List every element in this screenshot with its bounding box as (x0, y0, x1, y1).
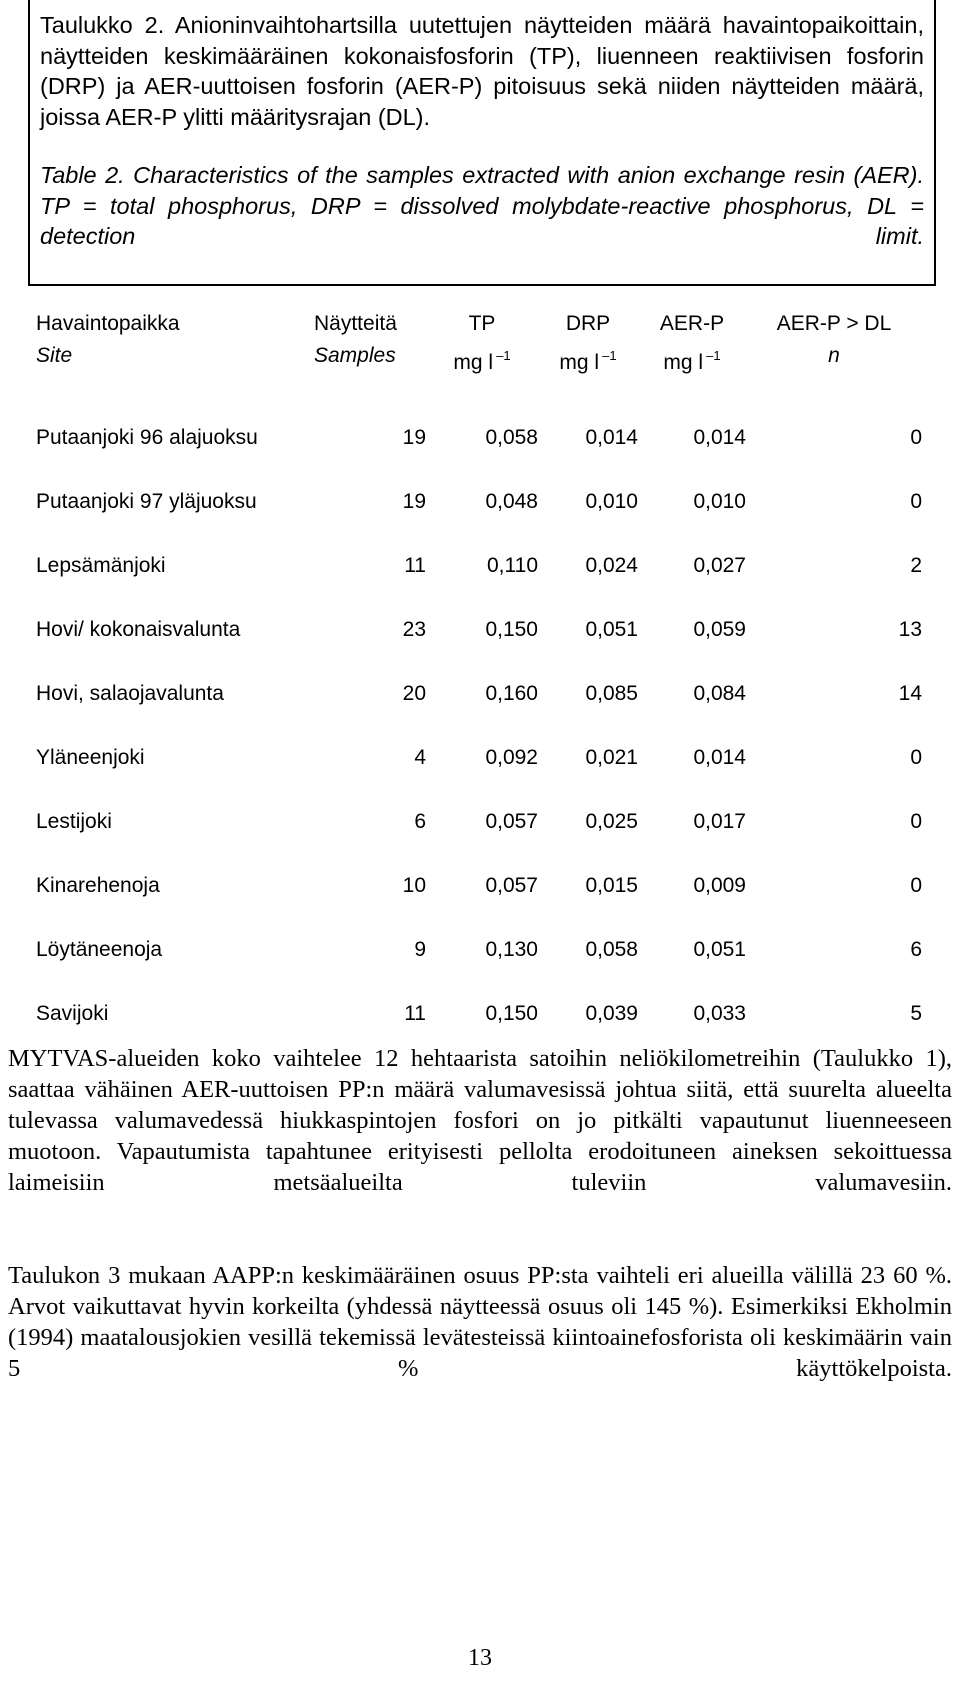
cell-n: 20 (402, 682, 426, 705)
header-aerp (638, 308, 746, 406)
cell-n: 4 (414, 746, 426, 769)
header-aerp-unit (638, 340, 746, 379)
cell-dl: 13 (898, 618, 922, 641)
unit-text: mg l (663, 351, 704, 374)
cell-drp: 0,021 (585, 746, 638, 769)
cell-aerp: 0,033 (693, 1002, 746, 1025)
cell-site: Putaanjoki 96 alajuoksu (36, 426, 258, 449)
cell-aerp: 0,017 (693, 810, 746, 833)
header-site (36, 308, 308, 406)
header-tp-label: TP (468, 312, 496, 335)
cell-drp: 0,039 (585, 1002, 638, 1025)
cell-aerp: 0,027 (693, 554, 746, 577)
header-samples-en: Samples (314, 344, 396, 367)
cell-aerp: 0,014 (693, 746, 746, 769)
header-dl-n: n (828, 344, 840, 367)
cell-n: 11 (404, 554, 426, 577)
header-site-en: Site (36, 344, 73, 367)
table-row (36, 534, 922, 598)
table-row (36, 662, 922, 726)
cell-dl: 2 (910, 554, 922, 577)
cell-n: 11 (404, 1002, 426, 1025)
header-tp-unit (426, 340, 538, 379)
cell-n: 10 (402, 874, 426, 897)
cell-tp: 0,110 (487, 554, 538, 577)
cell-dl: 0 (910, 810, 922, 833)
table-body (36, 406, 922, 1046)
table-row (36, 854, 922, 918)
cell-site: Savijoki (36, 1002, 109, 1025)
unit-text: mg l (559, 351, 600, 374)
unit-exponent: –1 (496, 348, 511, 363)
header-drp (538, 308, 638, 406)
cell-site: Yläneenjoki (36, 746, 145, 769)
header-samples (308, 308, 426, 406)
cell-tp: 0,150 (485, 618, 538, 641)
header-drp-label: DRP (565, 312, 611, 335)
page-number: 13 (468, 1645, 492, 1671)
table-row (36, 790, 922, 854)
cell-aerp: 0,010 (693, 490, 746, 513)
table-row (36, 726, 922, 790)
cell-dl: 0 (910, 874, 922, 897)
cell-site: Hovi/ kokonaisvalunta (36, 618, 241, 641)
table-row (36, 598, 922, 662)
header-site-fi: Havaintopaikka (36, 312, 180, 335)
cell-n: 19 (402, 426, 426, 449)
body-paragraph-2: Taulukon 3 mukaan AAPP:n keskimääräinen osuus PP:sta vaihteli eri alueilla välillä 23 60 %. Arvot vaikuttavat hyvin korkeilta (yhdessä näytteessä osuus oli 145 %). Esimerkiksi Ekholmin (1994) maatalousjokien vesillä tekemissä levätesteissä kiintoainefosforista oli keskimäärin vain 5 % käyttökelpoista. (8, 1262, 952, 1382)
cell-drp: 0,024 (585, 554, 638, 577)
table-caption-box (28, 0, 936, 286)
samples-table (36, 308, 922, 1046)
header-dl (746, 308, 922, 406)
table-row (36, 470, 922, 534)
table-row (36, 982, 922, 1046)
cell-dl: 0 (910, 426, 922, 449)
cell-n: 19 (402, 490, 426, 513)
unit-text: mg l (453, 351, 494, 374)
cell-tp: 0,160 (485, 682, 538, 705)
caption-finnish: Taulukko 2. Anioninvaihtohartsilla uutettujen näytteiden määrä havaintopaikoittain, näytteiden keskimääräinen kokonaisfosforin (TP), liuenneen reaktiivisen fosforin (DRP) ja AER-uuttoisen fosforin (AER-P) pitoisuus sekä niiden näytteiden määrä, joissa AER-P ylitti määritysrajan (DL). (40, 12, 924, 130)
cell-dl: 14 (898, 682, 922, 705)
caption-english: Table 2. Characteristics of the samples extracted with anion exchange resin (AER). TP = total phosphorus, DRP = dissolved molybdate-reactive phosphorus, DL = detection limit. (40, 162, 924, 249)
cell-aerp: 0,084 (693, 682, 746, 705)
cell-tp: 0,058 (485, 426, 538, 449)
cell-site: Lestijoki (36, 810, 112, 833)
cell-tp: 0,057 (485, 874, 538, 897)
cell-site: Löytäneenoja (36, 938, 163, 961)
cell-tp: 0,057 (485, 810, 538, 833)
body-text (8, 1043, 952, 1415)
cell-dl: 0 (910, 746, 922, 769)
cell-site: Putaanjoki 97 yläjuoksu (36, 490, 257, 513)
cell-drp: 0,014 (585, 426, 638, 449)
cell-tp: 0,048 (485, 490, 538, 513)
table-row (36, 406, 922, 470)
cell-drp: 0,015 (585, 874, 638, 897)
cell-drp: 0,051 (585, 618, 638, 641)
cell-site: Lepsämänjoki (36, 554, 166, 577)
cell-drp: 0,025 (585, 810, 638, 833)
unit-exponent: –1 (706, 348, 721, 363)
header-dl-label: AER-P > DL (776, 312, 892, 335)
header-tp (426, 308, 538, 406)
table-header-row (36, 308, 922, 406)
header-drp-unit (538, 340, 638, 379)
cell-n: 9 (414, 938, 426, 961)
cell-aerp: 0,014 (693, 426, 746, 449)
header-aerp-label: AER-P (659, 312, 725, 335)
cell-drp: 0,085 (585, 682, 638, 705)
cell-drp: 0,058 (585, 938, 638, 961)
cell-drp: 0,010 (585, 490, 638, 513)
cell-dl: 6 (910, 938, 922, 961)
cell-dl: 5 (910, 1002, 922, 1025)
cell-aerp: 0,051 (693, 938, 746, 961)
cell-tp: 0,150 (485, 1002, 538, 1025)
cell-tp: 0,092 (485, 746, 538, 769)
cell-site: Hovi, salaojavalunta (36, 682, 224, 705)
cell-dl: 0 (910, 490, 922, 513)
table-row (36, 918, 922, 982)
body-paragraph-1: MYTVAS-alueiden koko vaihtelee 12 hehtaarista satoihin neliökilometreihin (Taulukko 1), saattaa vähäinen AER-uuttoisen PP:n määrä valumavesissä johtua siitä, että suurelta alueelta tulevassa valumavedessä hiukkaspintojen fosfori on jo pitkälti vapautunut liuenneeseen muotoon. Vapautumista tapahtunee erityisesti pellolta erodoituneen aineksen sekoittuessa laimeisiin metsäalueilta tuleviin valumavesiin. (8, 1045, 952, 1196)
unit-exponent: –1 (602, 348, 617, 363)
cell-aerp: 0,059 (693, 618, 746, 641)
cell-aerp: 0,009 (693, 874, 746, 897)
cell-tp: 0,130 (485, 938, 538, 961)
cell-n: 6 (414, 810, 426, 833)
cell-n: 23 (402, 618, 426, 641)
cell-site: Kinarehenoja (36, 874, 160, 897)
header-samples-fi: Näytteitä (314, 312, 397, 335)
